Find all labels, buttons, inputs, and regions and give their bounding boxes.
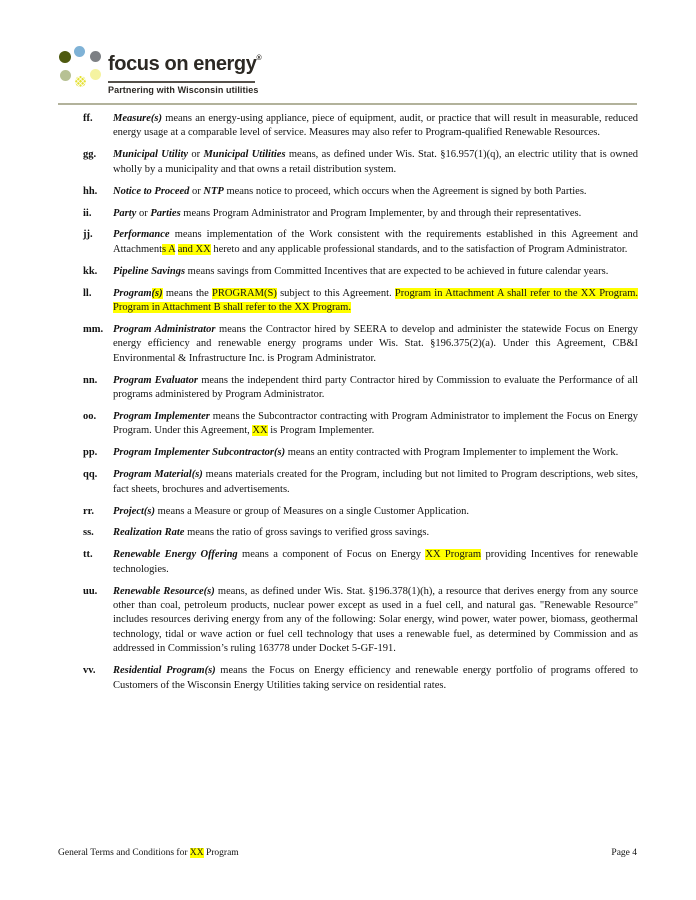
definition-item: [58, 585, 638, 657]
logo-dot-bright-yellow: [75, 76, 86, 87]
definition-label: ss.: [83, 527, 94, 539]
definition-label: ii.: [83, 207, 92, 219]
definition-text: [113, 229, 638, 254]
definition-text: [113, 411, 638, 436]
text-segment: Measure(s): [113, 113, 162, 124]
definition-text: [113, 208, 581, 219]
definition-item: [58, 664, 638, 693]
highlighted-text: and XX: [177, 243, 211, 255]
definition-text: [113, 324, 638, 364]
definition-text: [113, 586, 638, 655]
text-segment: means the Focus on Energy efficiency and renewable energy portfolio of programs offered to Customers of the Wisconsin Energy Utilities taking service on residential rates.: [113, 665, 638, 691]
text-segment: Municipal Utility: [113, 149, 189, 161]
footer-page-number: Page 4: [611, 848, 637, 858]
logo-dot-pale-yellow: [90, 69, 101, 80]
text-segment: means notice to proceed, which occurs when the Agreement is signed by both Parties.: [223, 185, 587, 197]
logo-dot-gray: [90, 51, 101, 62]
definition-item: [58, 446, 638, 460]
text-segment: NTP: [203, 185, 224, 197]
definition-label: mm.: [83, 323, 104, 335]
definition-text: [113, 288, 638, 313]
definition-label: tt.: [83, 549, 93, 561]
highlighted-text: s A: [161, 243, 176, 255]
definition-item: [58, 148, 638, 177]
text-segment: Program Evaluator: [113, 374, 198, 386]
definition-label: rr.: [83, 505, 94, 517]
definition-label: nn.: [83, 374, 98, 386]
text-segment: means the: [162, 287, 213, 299]
definition-item: [58, 185, 638, 199]
definition-text: [113, 665, 638, 690]
definition-item: [58, 207, 638, 221]
text-segment: means Program Administrator and Program Implementer, by and through their representatives.: [180, 207, 582, 219]
definition-label: jj.: [83, 229, 93, 241]
definition-label: vv.: [83, 665, 96, 677]
text-segment: means the Contractor hired by SEERA to develop and administer the statewide Focus on Energy energy efficiency and renewable energy programs under Wis. Stat. §196.375(2)(a). Under this Agreement, CB&I Environmental & Infrastructure Inc. is Program Administrator.: [113, 323, 638, 364]
highlighted-text: (s): [151, 287, 163, 299]
text-segment: means a Measure or group of Measures on a single Customer Application.: [155, 505, 470, 517]
definition-text: [113, 266, 608, 277]
highlighted-text: Program in Attachment A shall refer to the XX Program. Program in Attachment B shall refer to the XX Program.: [113, 287, 638, 314]
text-segment: providing Incentives for renewable technologies.: [113, 549, 639, 575]
logo-brand-name: focus on energy: [108, 53, 257, 75]
logo-tagline: Partnering with Wisconsin utilities: [108, 85, 259, 95]
text-segment: Program: [113, 287, 152, 299]
definition-item: [58, 265, 638, 279]
text-segment: Residential Program(s): [113, 665, 216, 677]
definition-label: hh.: [83, 185, 98, 197]
text-segment: is Program Implementer.: [267, 425, 375, 437]
definition-item: [58, 526, 638, 540]
text-segment: General Terms and Conditions for: [58, 848, 190, 858]
definition-label: ff.: [83, 113, 93, 124]
definition-item: [58, 228, 638, 257]
text-segment: subject to this Agreement.: [276, 287, 395, 299]
highlighted-text: PROGRAM(S): [212, 287, 277, 299]
text-segment: Parties: [150, 207, 181, 219]
definition-text: [113, 113, 638, 138]
highlighted-text: XX: [252, 425, 268, 437]
header-rule: [58, 103, 637, 105]
definition-item: [58, 323, 638, 366]
text-segment: Party: [113, 207, 137, 219]
definition-item: [58, 548, 638, 577]
definition-label: ll.: [83, 287, 92, 299]
text-segment: Renewable Resource(s): [113, 585, 215, 597]
definition-item: [58, 410, 638, 439]
text-segment: means the independent third party Contractor hired by Commission to evaluate the Performance of all programs administered by Program Administrator.: [113, 374, 638, 401]
text-segment: Realization Rate: [113, 527, 185, 539]
definition-label: uu.: [83, 585, 98, 597]
definition-text: [113, 549, 638, 574]
text-segment: means, as defined under Wis. Stat. §16.957(1)(q), an electric utility that is owned wholly by a municipality and that owns a retail distribution system.: [113, 149, 638, 175]
focus-on-energy-logo-icon: [55, 42, 105, 90]
text-segment: Notice to Proceed: [113, 185, 190, 197]
text-segment: or: [136, 207, 151, 219]
definition-text: [113, 469, 638, 494]
logo-underline: [108, 81, 255, 83]
text-segment: means a component of Focus on Energy: [237, 549, 426, 561]
logo-dot-sage: [60, 70, 71, 81]
definitions-list: [58, 112, 638, 701]
text-segment: or: [188, 149, 204, 161]
logo-dot-blue: [74, 46, 85, 57]
text-segment: Program Material(s): [113, 469, 203, 481]
logo-brand-text: [108, 53, 261, 76]
text-segment: means the Subcontractor contracting with Program Administrator to implement the Focus on Energy Program. Under this Agreement,: [113, 411, 638, 437]
text-segment: means savings from Committed Incentives that are expected to be achieved in future calendar years.: [185, 265, 609, 277]
text-segment: hereto and any applicable professional standards, and to the satisfaction of Program Administrator.: [210, 243, 628, 255]
text-segment: Renewable Energy Offering: [113, 549, 238, 561]
text-segment: means an energy-using appliance, piece of equipment, audit, or practice that will result in measurable, reduced energy usage at a comparable level of service. Measures may also refer to Program-qualified Renewable Resources.: [113, 113, 638, 139]
text-segment: or: [189, 185, 204, 197]
definition-label: oo.: [83, 411, 97, 422]
definition-text: [113, 506, 469, 517]
text-segment: Program Implementer Subcontractor(s): [113, 447, 286, 459]
text-segment: means implementation of the Work consistent with the requirements established in this Agreement and Attachment: [113, 229, 638, 255]
logo-dot-olive: [59, 51, 71, 63]
definition-label: kk.: [83, 265, 98, 277]
definition-text: [113, 149, 638, 174]
definition-text: [113, 375, 638, 400]
text-segment: means an entity contracted with Program Implementer to implement the Work.: [285, 447, 619, 459]
text-segment: means, as defined under Wis. Stat. §196.378(1)(h), a resource that derives energy from any source other than coal, petroleum products, nuclear power except as used in a fuel cell, and natural gas. "Renewable Resource" includes resources deriving energy from any of the following: Solar energy, wind power, water power, biomass, geothermal technology, tidal or wave action or fuel cell technology that uses a renewable fuel, as determined by Commission and as addressed in Commission’s ruling 163778 under Docket 5-GF-191.: [113, 585, 638, 655]
registered-trademark-icon: ®: [256, 55, 262, 62]
page-footer: [58, 847, 637, 859]
text-segment: Project(s): [113, 505, 155, 517]
definition-label: pp.: [83, 447, 98, 459]
definition-text: [113, 527, 429, 538]
highlighted-text: XX Program: [425, 549, 482, 561]
text-segment: Program Administrator: [113, 323, 216, 335]
text-segment: Program Implementer: [113, 411, 210, 422]
definition-text: [113, 447, 618, 458]
text-segment: Performance: [113, 229, 170, 241]
text-segment: Program: [203, 848, 239, 858]
footer-document-title: [58, 847, 239, 859]
highlighted-text: XX: [189, 848, 204, 858]
text-segment: Pipeline Savings: [113, 265, 186, 277]
definition-item: [58, 374, 638, 403]
definition-label: qq.: [83, 469, 98, 481]
definition-text: [113, 186, 587, 197]
definition-item: [58, 287, 638, 316]
definition-item: [58, 112, 638, 141]
text-segment: Municipal Utilities: [203, 149, 286, 161]
definition-item: [58, 468, 638, 497]
definition-item: [58, 505, 638, 519]
text-segment: means the ratio of gross savings to verified gross savings.: [184, 527, 430, 539]
definition-label: gg.: [83, 149, 97, 161]
text-segment: means materials created for the Program, including but not limited to Program descriptions, web sites, fact sheets, brochures and advertisements.: [113, 469, 638, 495]
